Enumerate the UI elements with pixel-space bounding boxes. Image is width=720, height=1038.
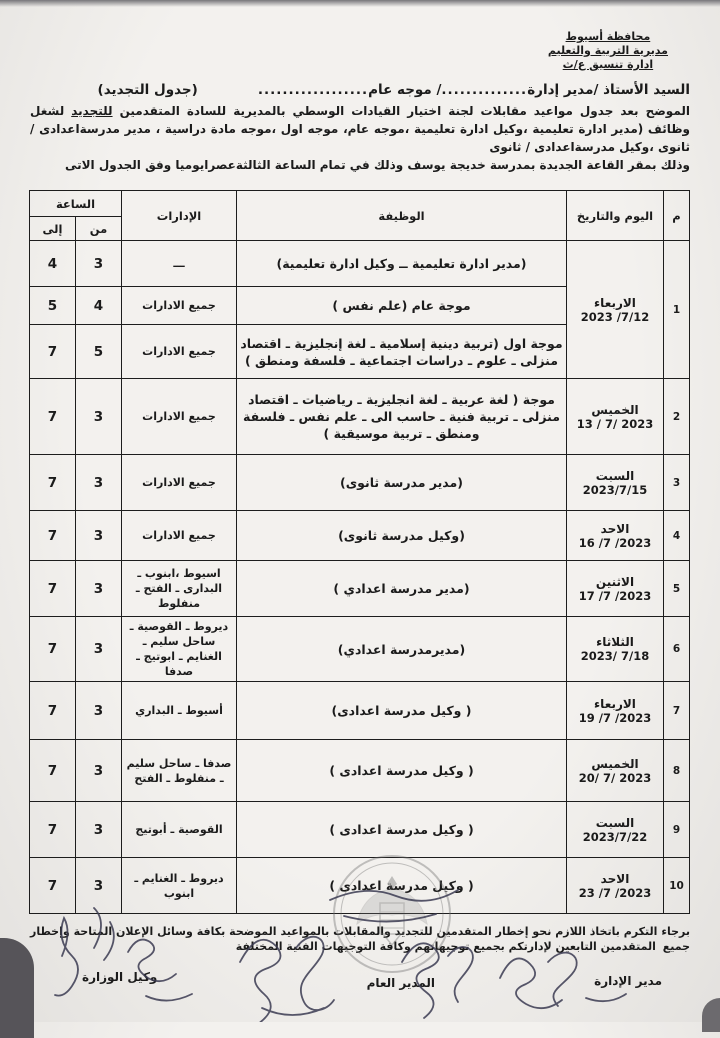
title-dots-1: .............. (441, 82, 528, 98)
hour-to-cell: 7 (30, 617, 76, 682)
hour-to-cell: 7 (30, 682, 76, 740)
scan-edge-top (0, 0, 720, 7)
hour-to-cell: 5 (30, 287, 76, 325)
intro-underlined-word: للتجديد (71, 104, 113, 118)
day-date: 19 /7 /2023 (578, 710, 652, 725)
letterhead-directorate: مديرية التربية والتعليم (547, 44, 668, 57)
hour-to-cell: 7 (30, 858, 76, 914)
day-date: 20/ 7/ 2023 (578, 770, 652, 785)
document-title (30, 82, 690, 98)
intro-line-2: وذلك بمقر القاعة الجديدة بمدرسة خديجة يوسف وذلك في تمام الساعة الثالثةعصرايوميا وفق الجدول الاتى (64, 158, 690, 172)
row-number: 10 (664, 858, 690, 914)
intro-paragraph (30, 102, 690, 174)
day-cell (567, 511, 664, 561)
position-cell: موجة عام (علم نفس ) (237, 287, 567, 325)
hour-to-cell: 7 (30, 325, 76, 379)
hour-to-cell: 7 (30, 802, 76, 858)
day-cell (567, 802, 664, 858)
day-name: السبت (595, 468, 635, 483)
table-header-row (30, 191, 690, 217)
hour-from-cell: 4 (76, 287, 122, 325)
day-date: 17 /7 /2023 (578, 588, 652, 603)
departments-cell: أسيوط ـ البداري (122, 682, 237, 740)
position-cell: (مدير مدرسة اعدادي ) (237, 561, 567, 617)
intro-line-1 (30, 102, 690, 156)
position-cell: (وكيل مدرسة ثانوى) (237, 511, 567, 561)
departments-cell: جميع الادارات (122, 379, 237, 455)
header-hour: الساعة (30, 191, 122, 217)
footer-note (30, 924, 690, 954)
table-row (30, 858, 690, 914)
signature-label-undersecretary: وكيل الوزارة (82, 970, 158, 984)
day-cell (567, 241, 664, 379)
row-number: 9 (664, 802, 690, 858)
hour-from-cell: 3 (76, 511, 122, 561)
day-cell (567, 455, 664, 511)
hour-from-cell: 3 (76, 561, 122, 617)
day-cell (567, 379, 664, 455)
hour-from-cell: 3 (76, 379, 122, 455)
table-row (30, 511, 690, 561)
table-row (30, 379, 690, 455)
hour-from-cell: 3 (76, 617, 122, 682)
hour-to-cell: 7 (30, 740, 76, 802)
day-date: 2023/ 7/18 (580, 649, 650, 663)
departments-cell: جميع الادارات (122, 287, 237, 325)
letterhead-department: ادارة تنسيق ع/ث (562, 58, 654, 71)
signature-block (30, 954, 690, 1038)
day-date: 16 /7 /2023 (578, 535, 652, 550)
table-row (30, 561, 690, 617)
hour-from-cell: 3 (76, 802, 122, 858)
title-addressee-2: / موجه عام (368, 82, 442, 98)
hour-to-cell: 7 (30, 511, 76, 561)
departments-cell: ديروط ـ الغنايم ـ ابنوب (122, 858, 237, 914)
day-date: 2023/7/22 (582, 829, 648, 844)
title-schedule-tag: (جدول التجديد) (97, 82, 198, 98)
row-number: 8 (664, 740, 690, 802)
departments-cell: جميع الادارات (122, 511, 237, 561)
footer-text-2: المتقدمين التابعين لإدارتكم بجميع توجيهاتهم وكافة التوجيهات الفنية المختلفة (235, 940, 656, 953)
day-name: الخميس (591, 402, 639, 417)
day-cell (567, 561, 664, 617)
footer-text-1: برجاء التكرم باتخاذ اللازم نحو إخطار المتقدمين للتجديد والمقابلات بالمواعيد الموضحة بكافة وسائل الإعلان المتاحة وإخطار جميع (30, 925, 690, 953)
position-cell: (مدير مدرسة ثانوى) (237, 455, 567, 511)
departments-cell: ديروط ـ القوصية ـ ساحل سليم ـ الغنايم ـ ابوتيج ـ صدفا (122, 617, 237, 682)
departments-cell: صدفا ـ ساحل سليم ـ منفلوط ـ الفتح (122, 740, 237, 802)
position-cell: موجة اول (تربية دينية إسلامية ـ لغة إنجليزية ـ اقتصاد منزلى ـ علوم ـ دراسات اجتماعية ـ فلسفة ومنطق ) (237, 325, 567, 379)
row-number: 3 (664, 455, 690, 511)
letterhead-governorate: محافظة أسيوط (565, 30, 651, 43)
intro-text-b: لشغل وظائف (مدير ادارة تعليمية ،وكيل ادارة تعليمية ،موجه عام، موجه اول ،موجه مادة دراسية ، مدير مدرسةاعدادى / ثانوى ،وكيل مدرسةاعدادى / ثانوى (30, 104, 690, 154)
position-cell: ( وكيل مدرسة اعدادى ) (237, 740, 567, 802)
table-row (30, 617, 690, 682)
hour-to-cell: 7 (30, 561, 76, 617)
day-name: الثلاثاء (596, 635, 634, 649)
day-name: الاربعاء (594, 295, 636, 310)
header-hour-to: إلى (30, 217, 76, 241)
row-number: 2 (664, 379, 690, 455)
row-number: 1 (664, 241, 690, 379)
table-row (30, 740, 690, 802)
row-number: 6 (664, 617, 690, 682)
day-name: الاثنين (595, 574, 635, 589)
title-addressee: السيد الأستاذ /مدير إدارة (527, 82, 690, 98)
table-row (30, 241, 690, 287)
signature-label-general-manager: المدير العام (366, 976, 435, 990)
day-date: 2023 /7/12 (580, 309, 650, 324)
header-num: م (664, 191, 690, 241)
position-cell: ( وكيل مدرسة اعدادى ) (237, 858, 567, 914)
position-cell: ( وكيل مدرسة اعدادى ) (237, 802, 567, 858)
header-day: اليوم والتاريخ (567, 191, 664, 241)
header-departments: الإدارات (122, 191, 237, 241)
header-position: الوظيفة (237, 191, 567, 241)
position-cell: (مديرمدرسة اعدادي) (237, 617, 567, 682)
position-cell: موجة ( لغة عربية ـ لغة انجليزية ـ رياضيات ـ اقتصاد منزلى ـ تربية فنية ـ حاسب الى ـ علم نفس ـ فلسفة ومنطق ـ تربية موسيقية ) (237, 379, 567, 455)
hour-to-cell: 7 (30, 455, 76, 511)
departments-cell: ـــ (122, 241, 237, 287)
hour-from-cell: 3 (76, 740, 122, 802)
hour-from-cell: 5 (76, 325, 122, 379)
table-row (30, 455, 690, 511)
letterhead (548, 30, 668, 72)
position-cell: ( وكيل مدرسة اعدادى) (237, 682, 567, 740)
hour-to-cell: 7 (30, 379, 76, 455)
row-number: 7 (664, 682, 690, 740)
day-date: 2023/7/15 (582, 482, 648, 497)
signature-label-director: مدير الإدارة (594, 974, 662, 988)
day-date: 13 / 7/ 2023 (576, 416, 654, 431)
intro-text-a: الموضح بعد جدول مواعيد مقابلات لجنة اختيار القيادات الوسطي بالمديرية للسادة المتقدمين (119, 104, 690, 118)
header-hour-from: من (76, 217, 122, 241)
departments-cell: القوصية ـ أبوتيج (122, 802, 237, 858)
title-dots-2: .................. (257, 82, 369, 98)
day-name: السبت (595, 815, 635, 830)
hour-from-cell: 3 (76, 682, 122, 740)
day-name: الاحد (600, 521, 630, 536)
day-cell (567, 858, 664, 914)
scan-corner-bottom-left (0, 938, 34, 1038)
schedule-table (29, 190, 690, 914)
position-cell: (مدير ادارة تعليمية ــ وكيل ادارة تعليمية) (237, 241, 567, 287)
row-number: 4 (664, 511, 690, 561)
day-name: الاربعاء (594, 696, 636, 711)
day-date: 23 /7 /2023 (578, 885, 652, 900)
departments-cell: اسيوط ،ابنوب ـ البدارى ـ الفتح ـ منفلوط (122, 561, 237, 617)
hour-to-cell: 4 (30, 241, 76, 287)
table-row (30, 682, 690, 740)
row-number: 5 (664, 561, 690, 617)
hour-from-cell: 3 (76, 455, 122, 511)
day-name: الاحد (600, 871, 630, 886)
day-name: الخميس (591, 756, 639, 771)
hour-from-cell: 3 (76, 858, 122, 914)
day-cell (567, 682, 664, 740)
departments-cell: جميع الادارات (122, 455, 237, 511)
day-cell (567, 617, 664, 682)
departments-cell: جميع الادارات (122, 325, 237, 379)
hour-from-cell: 3 (76, 241, 122, 287)
day-cell (567, 740, 664, 802)
table-row (30, 802, 690, 858)
